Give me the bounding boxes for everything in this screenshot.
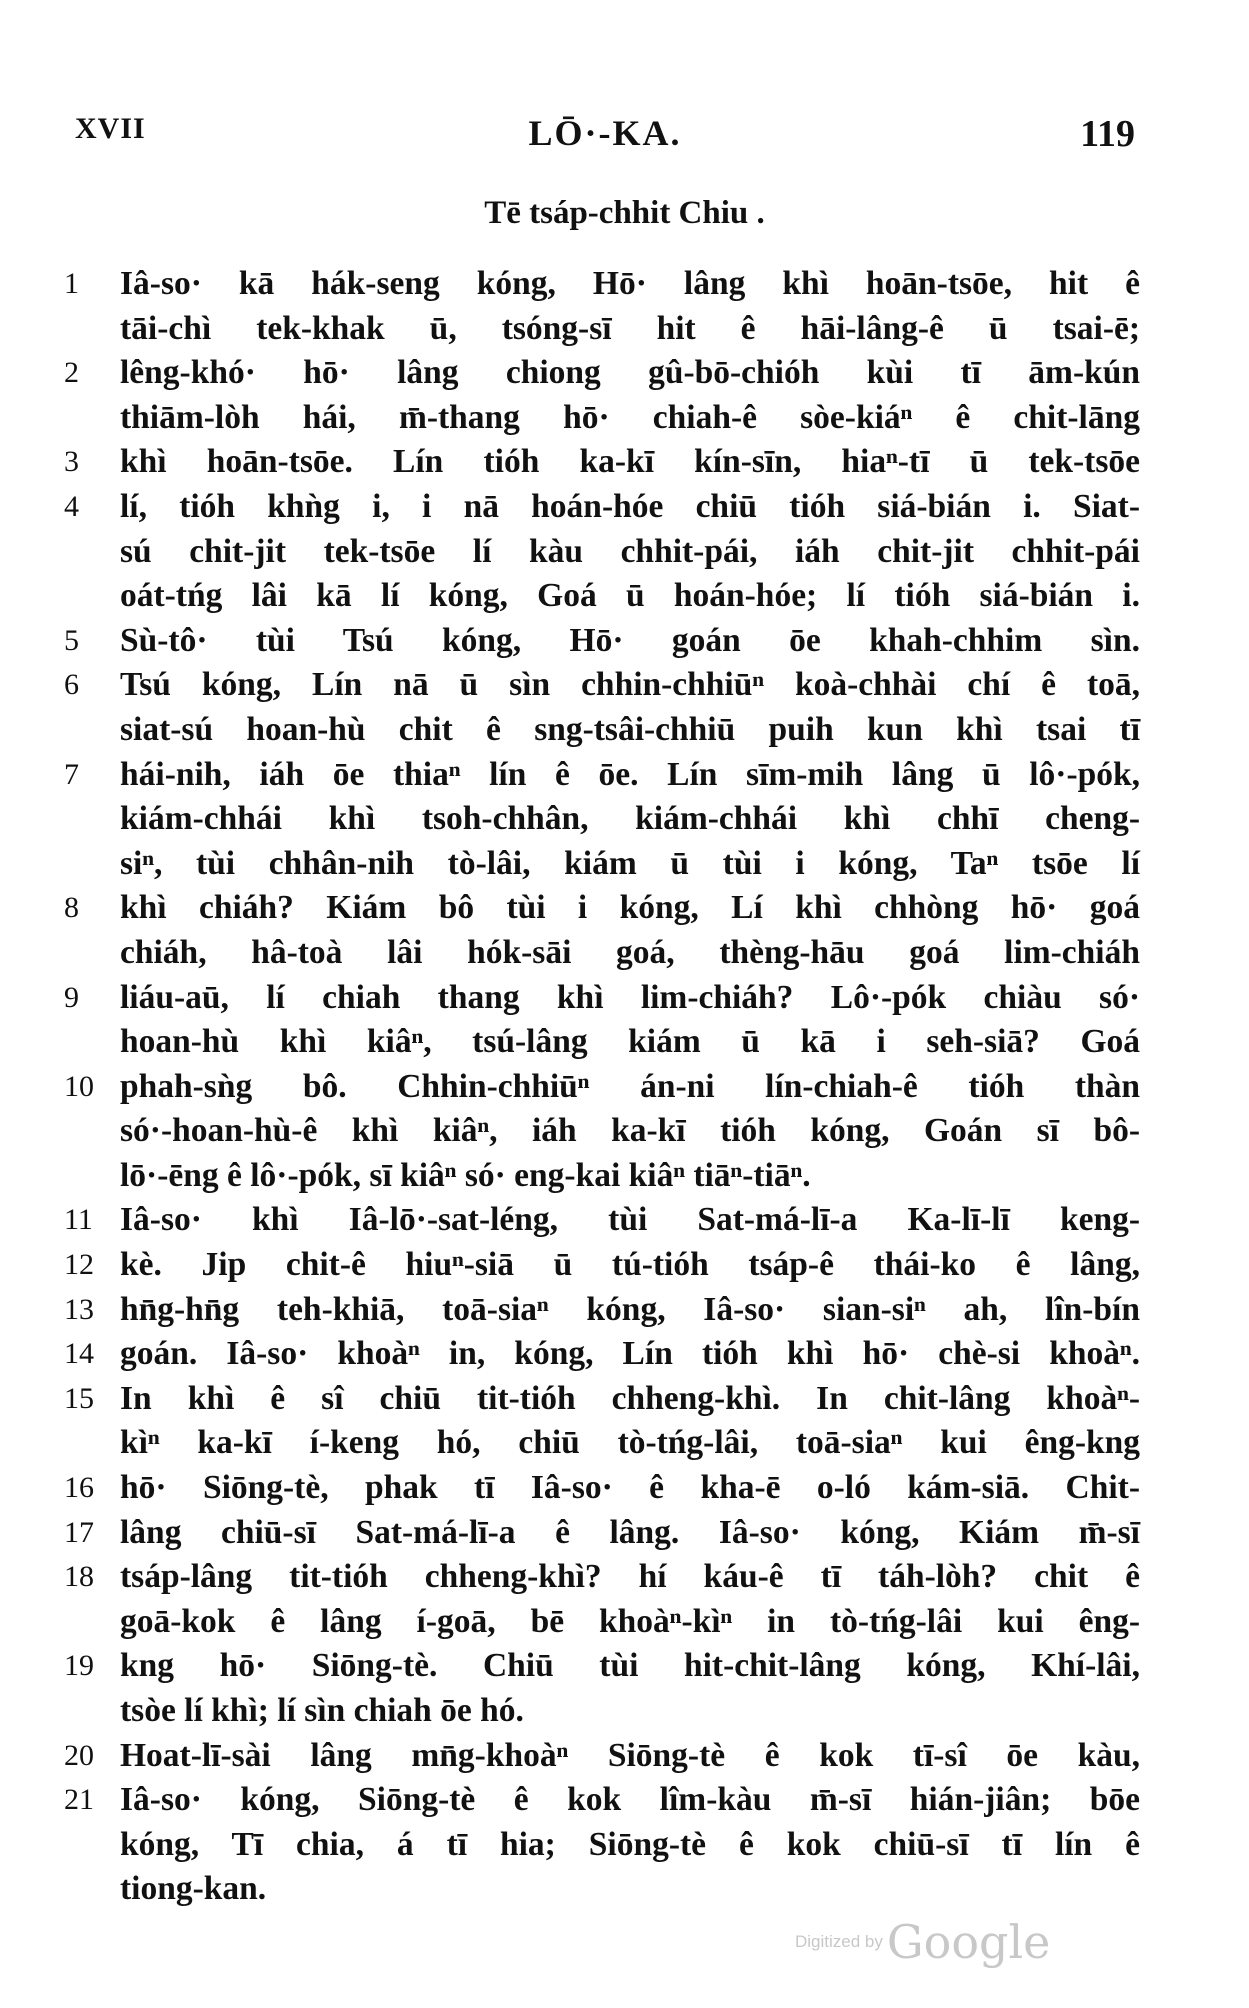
verse-number: 20 <box>64 1738 94 1772</box>
chapter-numeral: XVII <box>75 112 146 145</box>
text-line <box>64 1198 1144 1243</box>
line-text: Iâ-so· kā hák-seng kóng, Hō· lâng khì hoān-tsōe, hit ê <box>120 265 1140 302</box>
text-line <box>64 1421 1144 1466</box>
line-text: siⁿ, tùi chhân-nih tò-lâi, kiám ū tùi i kóng, Taⁿ tsōe lí <box>120 844 1140 882</box>
verse-number: 7 <box>64 757 79 791</box>
verse-number: 4 <box>64 489 79 523</box>
line-text: kiám-chhái khì tsoh-chhân, kiám-chhái khì chhī cheng- <box>120 800 1140 838</box>
text-line <box>64 1154 1144 1199</box>
text-line <box>64 1332 1144 1377</box>
line-text: só·-hoan-hù-ê khì kiâⁿ, iáh ka-kī tióh kóng, Goán sī bô- <box>120 1112 1140 1150</box>
verse-number: 16 <box>64 1471 94 1505</box>
text-line <box>64 976 1144 1021</box>
text-line <box>64 1689 1144 1734</box>
line-text: lí, tióh khǹg i, i nā hoán-hóe chiū tióh siá-bián i. Siat- <box>120 487 1140 525</box>
verse-number: 17 <box>64 1515 94 1549</box>
verse-number: 10 <box>64 1069 94 1103</box>
text-line <box>64 1511 1144 1556</box>
line-text: lêng-khó· hō· lâng chiong gû-bō-chióh kùi tī ām-kún <box>120 354 1140 392</box>
line-text: tsáp-lâng tit-tióh chheng-khì? hí káu-ê tī táh-lòh? chit ê <box>120 1558 1140 1596</box>
line-text: hō· Siōng-tè, phak tī Iâ-so· ê kha-ē o-ló kám-siā. Chit- <box>120 1469 1140 1507</box>
line-text: oát-tńg lâi kā lí kóng, Goá ū hoán-hóe; lí tióh siá-bián i. <box>120 577 1140 615</box>
watermark-small-text: Digitized by <box>795 1932 883 1951</box>
verse-number: 14 <box>64 1337 94 1371</box>
text-line <box>64 1555 1144 1600</box>
verse-number: 5 <box>64 623 79 657</box>
text-line <box>64 1734 1144 1779</box>
body-text <box>64 262 1144 1912</box>
text-line <box>64 842 1144 887</box>
line-text: phah-sǹg bô. Chhin-chhiūⁿ án-ni lín-chiah-ê tióh thàn <box>120 1067 1140 1105</box>
verse-number: 13 <box>64 1292 94 1326</box>
verse-number: 19 <box>64 1649 94 1683</box>
text-line <box>64 663 1144 708</box>
line-text: Iâ-so· khì Iâ-lō·-sat-léng, tùi Sat-má-lī-a Ka-lī-lī keng- <box>120 1201 1140 1239</box>
text-line <box>64 1778 1144 1823</box>
chapter-title: Tē tsáp-chhit Chiu . <box>484 195 765 231</box>
text-line <box>64 797 1144 842</box>
line-text: tāi-chì tek-khak ū, tsóng-sī hit ê hāi-lâng-ê ū tsai-ē; <box>120 309 1140 347</box>
verse-number: 3 <box>64 445 79 479</box>
book-title: LŌ·-KA. <box>528 113 682 153</box>
text-line <box>64 1109 1144 1154</box>
watermark <box>795 1915 1050 1975</box>
text-line <box>64 530 1144 575</box>
text-line <box>64 931 1144 976</box>
line-text: siat-sú hoan-hù chit ê sng-tsâi-chhiū puih kun khì tsai tī <box>120 710 1140 748</box>
text-line <box>64 440 1144 485</box>
verse-number: 15 <box>64 1381 94 1415</box>
line-text: lâng chiū-sī Sat-má-lī-a ê lâng. Iâ-so· kóng, Kiám m̄-sī <box>120 1513 1140 1551</box>
verse-number: 6 <box>64 668 79 702</box>
line-text: Tsú kóng, Lín nā ū sìn chhin-chhiūⁿ koà-chhài chí ê toā, <box>120 666 1140 704</box>
line-text: liáu-aū, lí chiah thang khì lim-chiáh? Lô·-pók chiàu só· <box>120 978 1140 1016</box>
text-line <box>64 708 1144 753</box>
line-text: thiām-lòh hái, m̄-thang hō· chiah-ê sòe-kiáⁿ ê chit-lāng <box>120 398 1140 436</box>
line-text: sú chit-jit tek-tsōe lí kàu chhit-pái, iáh chit-jit chhit-pái <box>120 532 1140 570</box>
line-text: goā-kok ê lâng í-goā, bē khoàⁿ-kìⁿ in tò-tńg-lâi kui êng- <box>120 1602 1140 1640</box>
verse-number: 21 <box>64 1783 94 1817</box>
verse-number: 2 <box>64 356 79 390</box>
verse-number: 1 <box>64 267 79 300</box>
running-head <box>75 112 1135 160</box>
line-text: kóng, Tī chia, á tī hia; Siōng-tè ê kok chiū-sī tī lín ê <box>120 1825 1140 1863</box>
text-line <box>64 1288 1144 1333</box>
text-line <box>64 1823 1144 1868</box>
line-text: Iâ-so· kóng, Siōng-tè ê kok lîm-kàu m̄-sī hián-jiân; bōe <box>120 1781 1140 1819</box>
watermark-logo-text: Google <box>886 1915 1051 1969</box>
text-line <box>64 1065 1144 1110</box>
page-number: 119 <box>1080 113 1135 155</box>
line-text: hái-nih, iáh ōe thiaⁿ lín ê ōe. Lín sīm-mih lâng ū lô·-pók, <box>120 755 1140 793</box>
line-text: tiong-kan. <box>120 1870 267 1908</box>
line-text: goán. Iâ-so· khoàⁿ in, kóng, Lín tióh khì hō· chè-si khoàⁿ. <box>120 1335 1140 1373</box>
line-text: khì hoān-tsōe. Lín tióh ka-kī kín-sīn, hiaⁿ-tī ū tek-tsōe <box>120 443 1140 481</box>
text-line <box>64 1377 1144 1422</box>
line-text: chiáh, hâ-toà lâi hók-sāi goá, thèng-hāu goá lim-chiáh <box>120 933 1140 971</box>
line-text: khì chiáh? Kiám bô tùi i kóng, Lí khì chhòng hō· goá <box>120 889 1140 927</box>
text-line <box>64 1867 1144 1912</box>
line-text: kng hō· Siōng-tè. Chiū tùi hit-chit-lâng kóng, Khí-lâi, <box>120 1647 1140 1685</box>
verse-number: 9 <box>64 980 79 1014</box>
line-text: In khì ê sî chiū tit-tióh chheng-khì. In chit-lâng khoàⁿ- <box>120 1379 1140 1417</box>
text-line <box>64 485 1144 530</box>
text-line <box>64 396 1144 441</box>
text-line <box>64 753 1144 798</box>
text-line <box>64 262 1144 307</box>
text-line <box>64 619 1144 664</box>
text-line <box>64 574 1144 619</box>
line-text: lō·-ēng ê lô·-pók, sī kiâⁿ só· eng-kai kiâⁿ tiāⁿ-tiāⁿ. <box>120 1156 811 1194</box>
text-line <box>64 1020 1144 1065</box>
line-text: kè. Jip chit-ê hiuⁿ-siā ū tú-tióh tsáp-ê thái-ko ê lâng, <box>120 1246 1140 1284</box>
line-text: tsòe lí khì; lí sìn chiah ōe hó. <box>120 1692 524 1729</box>
verse-number: 11 <box>64 1203 93 1237</box>
line-text: kìⁿ ka-kī í-keng hó, chiū tò-tńg-lâi, toā-siaⁿ kui êng-kng <box>120 1424 1140 1462</box>
line-text: Hoat-lī-sài lâng mn̄g-khoàⁿ Siōng-tè ê kok tī-sî ōe kàu, <box>120 1736 1140 1774</box>
verse-number: 18 <box>64 1560 94 1594</box>
text-line <box>64 1466 1144 1511</box>
verse-number: 8 <box>64 891 79 925</box>
text-line <box>64 1600 1144 1645</box>
verse-number: 12 <box>64 1248 94 1282</box>
text-line <box>64 351 1144 396</box>
text-line <box>64 307 1144 352</box>
text-line <box>64 1644 1144 1689</box>
text-line <box>64 886 1144 931</box>
line-text: Sù-tô· tùi Tsú kóng, Hō· goán ōe khah-chhim sìn. <box>120 621 1140 659</box>
line-text: hn̄g-hn̄g teh-khiā, toā-siaⁿ kóng, Iâ-so· sian-siⁿ ah, lîn-bín <box>120 1290 1140 1328</box>
text-line <box>64 1243 1144 1288</box>
line-text: hoan-hù khì kiâⁿ, tsú-lâng kiám ū kā i seh-siā? Goá <box>120 1023 1140 1061</box>
